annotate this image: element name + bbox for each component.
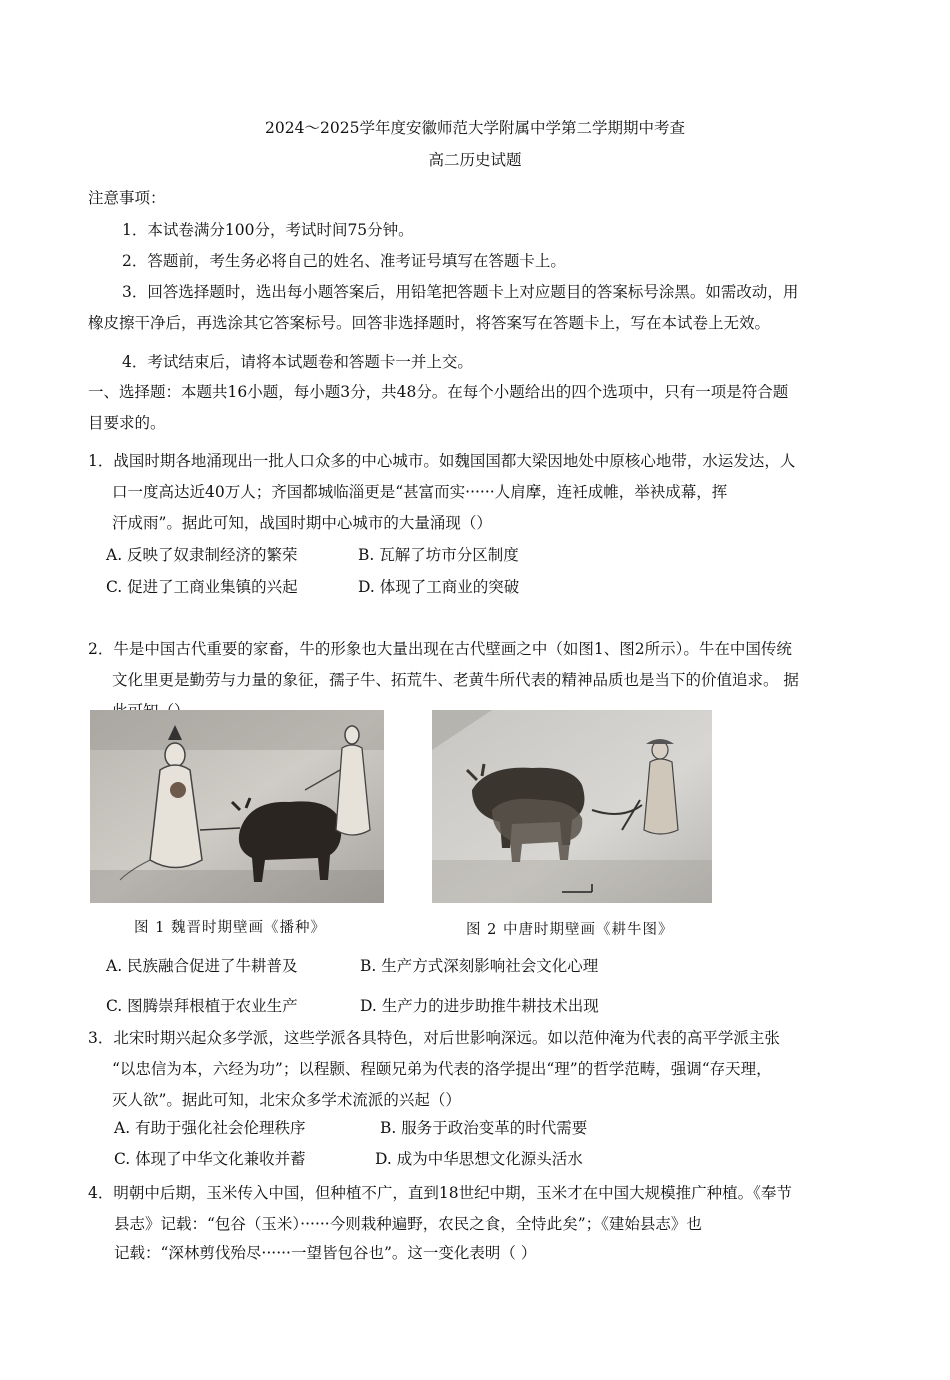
q3-stem: 3．北宋时期兴起众多学派，这些学派各具特色，对后世影响深远。如以范仲淹为代表的高平学派主张 bbox=[88, 1029, 780, 1047]
q1-option-c: C. 促进了工商业集镇的兴起 bbox=[106, 578, 298, 596]
q1-stem: 汗成雨”。据此可知，战国时期中心城市的大量涌现（） bbox=[112, 514, 492, 532]
q3-option-c: C. 体现了中华文化兼收并蓄 bbox=[114, 1150, 306, 1168]
q1-stem: 1．战国时期各地涌现出一批人口众多的中心城市。如魏国国都大梁因地处中原核心地带，水运发达，人 bbox=[88, 452, 796, 470]
figure-2-mural-ploughing-ox bbox=[432, 710, 712, 903]
notice-item: 1．本试卷满分100分，考试时间75分钟。 bbox=[122, 221, 414, 239]
notice-item: 橡皮擦干净后，再选涂其它答案标号。回答非选择题时，将答案写在答题卡上，写在本试卷上无效。 bbox=[88, 314, 771, 332]
notice-item: 2．答题前，考生务必将自己的姓名、准考证号填写在答题卡上。 bbox=[122, 252, 566, 270]
q1-option-b: B. 瓦解了坊市分区制度 bbox=[358, 546, 519, 564]
q3-option-b: B. 服务于政治变革的时代需要 bbox=[380, 1119, 588, 1137]
q4-stem: 4．明朝中后期，玉米传入中国，但种植不广，直到18世纪中期，玉米才在中国大规模推广种植。《奉节 bbox=[88, 1184, 792, 1202]
section-heading: 一、选择题：本题共16小题，每小题3分，共48分。在每个小题给出的四个选项中，只有一项是符合题 bbox=[88, 383, 789, 401]
figure-1-mural-sowing bbox=[90, 710, 384, 903]
q2-stem: 2．牛是中国古代重要的家畜，牛的形象也大量出现在古代壁画之中（如图1、图2所示）。牛在中国传统 bbox=[88, 640, 792, 658]
q2-option-c: C. 图腾崇拜根植于农业生产 bbox=[106, 997, 298, 1015]
exam-title: 2024～2025学年度安徽师范大学附属中学第二学期期中考查 bbox=[265, 119, 685, 137]
q1-option-d: D. 体现了工商业的突破 bbox=[358, 578, 520, 596]
notice-item: 4．考试结束后，请将本试题卷和答题卡一并上交。 bbox=[122, 353, 473, 371]
q1-stem: 口一度高达近40万人；齐国都城临淄更是“甚富而实······人肩摩，连衽成帷，举袂成幕，挥 bbox=[112, 483, 728, 501]
q2-stem: 文化里更是勤劳与力量的象征，孺子牛、拓荒牛、老黄牛所代表的精神品质也是当下的价值追求。 据 bbox=[112, 671, 799, 689]
q3-option-a: A. 有助于强化社会伦理秩序 bbox=[114, 1119, 306, 1137]
notice-heading: 注意事项： bbox=[88, 189, 166, 207]
q4-stem: 县志》记载：“包谷（玉米）······今则栽种遍野，农民之食，全恃此矣”；《建始县志》也 bbox=[114, 1215, 702, 1233]
q3-option-d: D. 成为中华思想文化源头活水 bbox=[375, 1150, 583, 1168]
q1-option-a: A. 反映了奴隶制经济的繁荣 bbox=[106, 546, 298, 564]
q2-option-d: D. 生产力的进步助推牛耕技术出现 bbox=[360, 997, 599, 1015]
figure-1-caption: 图 1 魏晋时期壁画《播种》 bbox=[134, 920, 326, 936]
section-heading-cont: 目要求的。 bbox=[88, 414, 166, 432]
q2-option-b: B. 生产方式深刻影响社会文化心理 bbox=[360, 957, 599, 975]
q3-stem: “以忠信为本，六经为功”；以程颢、程颐兄弟为代表的洛学提出“理”的哲学范畴，强调“存天理， bbox=[112, 1060, 772, 1078]
q2-option-a: A. 民族融合促进了牛耕普及 bbox=[106, 957, 298, 975]
notice-item: 3．回答选择题时，选出每小题答案后，用铅笔把答题卡上对应题目的答案标号涂黑。如需改动，用 bbox=[122, 283, 799, 301]
q4-stem: 记载：“深林剪伐殆尽······一望皆包谷也”。这一变化表明（ ） bbox=[114, 1244, 537, 1262]
q3-stem: 灭人欲”。据此可知，北宋众多学术流派的兴起（） bbox=[112, 1091, 461, 1109]
exam-subtitle: 高二历史试题 bbox=[428, 151, 522, 169]
figure-2-caption: 图 2 中唐时期壁画《耕牛图》 bbox=[466, 922, 674, 938]
